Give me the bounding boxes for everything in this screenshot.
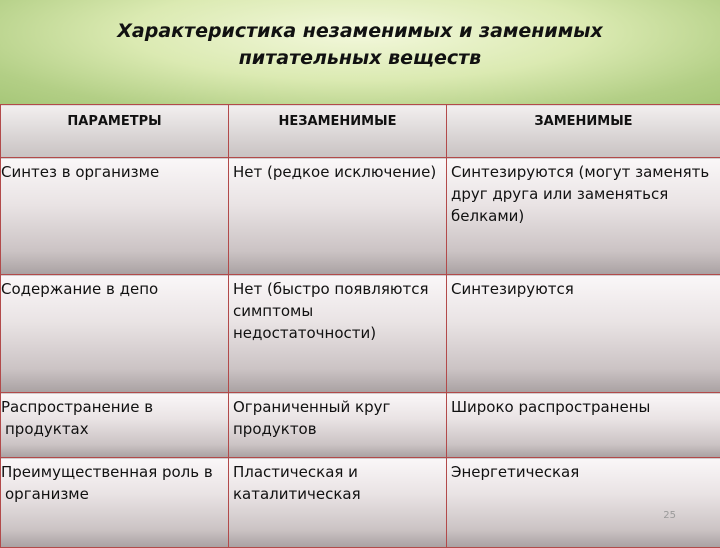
- table-cell: Ограниченный круг продуктов: [229, 393, 447, 458]
- table-cell: Нет (быстро появляются симптомы недостаточности): [229, 275, 447, 393]
- nutrient-table: [0, 104, 720, 548]
- table-row: [1, 393, 720, 458]
- table-cell: Синтезируются (могут заменять друг друга или заменяться белками): [447, 158, 720, 275]
- table-cell: Широко распространены: [447, 393, 720, 458]
- table-cell: Нет (редкое исключение): [229, 158, 447, 275]
- header-essential: НЕЗАМЕНИМЫЕ: [229, 105, 447, 158]
- slide-title-line-1: Характеристика незаменимых и заменимых: [40, 18, 680, 45]
- table-row: [1, 275, 720, 393]
- slide-title-line-2: питательных веществ: [40, 45, 680, 72]
- page-number: 25: [663, 510, 676, 521]
- table-cell: Распространение в продуктах: [1, 393, 229, 458]
- table-cell: Содержание в депо: [1, 275, 229, 393]
- table-cell: Энергетическая: [447, 458, 720, 548]
- table-cell: Преимущественная роль в организме: [1, 458, 229, 548]
- table-cell: Пластическая и каталитическая: [229, 458, 447, 548]
- table-row: [1, 158, 720, 275]
- header-parameters: ПАРАМЕТРЫ: [1, 105, 229, 158]
- table-header-row: [1, 105, 720, 158]
- slide-title: [40, 18, 680, 72]
- table-cell: Синтез в организме: [1, 158, 229, 275]
- table-row: [1, 458, 720, 548]
- table-cell: Синтезируются: [447, 275, 720, 393]
- header-nonessential: ЗАМЕНИМЫЕ: [447, 105, 720, 158]
